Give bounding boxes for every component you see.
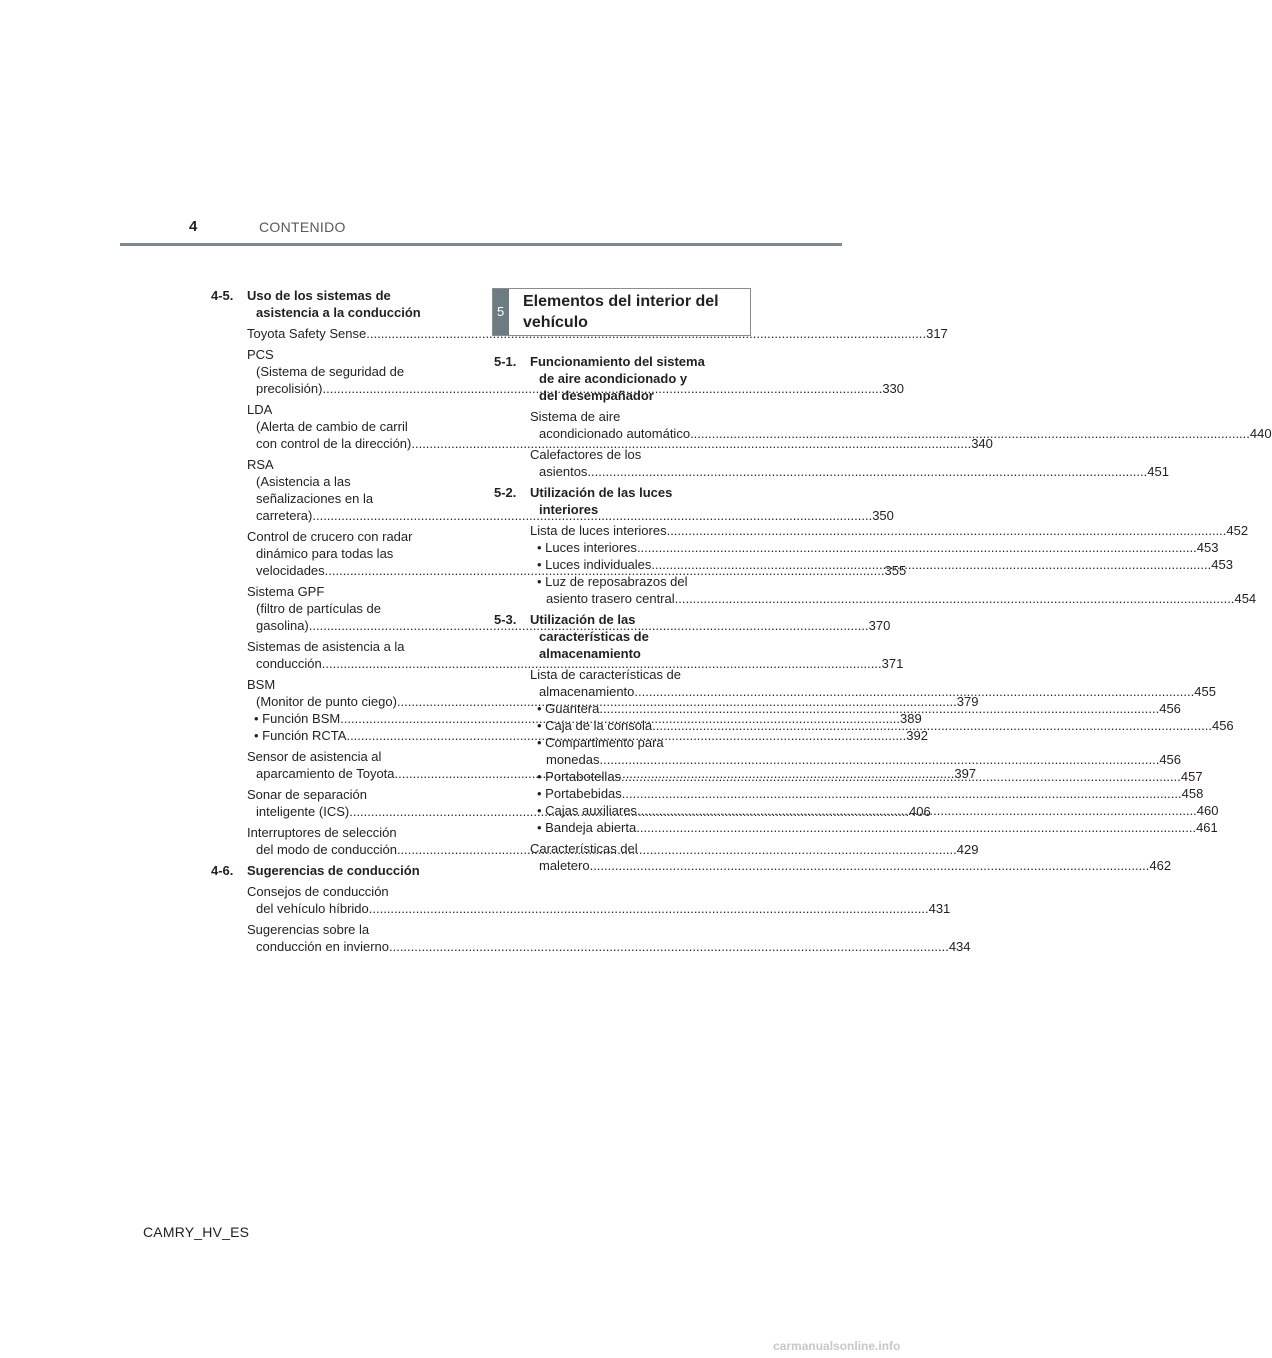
toc-page-number: 330 (882, 381, 905, 396)
toc-entry-line: Lista de luces interiores (530, 523, 667, 538)
toc-entry-leader-line (247, 435, 993, 452)
toc-page-number: 452 (1226, 523, 1249, 538)
toc-entry-line: • Luces interiores (537, 540, 637, 555)
toc-entry-line: inteligente (ICS) (256, 804, 350, 819)
toc-entry[interactable] (247, 325, 948, 342)
toc-entry-line: monedas (546, 752, 600, 767)
toc-sub-entry[interactable] (530, 539, 1219, 556)
toc-page-number: 453 (1211, 557, 1233, 572)
toc-page-number: 355 (884, 563, 907, 578)
toc-entry-line: • Bandeja abierta (537, 820, 637, 835)
toc-entry-line: Sonar de separación (247, 787, 367, 802)
toc-page-number: 350 (872, 508, 894, 523)
toc-page-number: 392 (906, 728, 928, 743)
dot-leader (621, 769, 1181, 784)
toc-entry-line: Control de crucero con radar (247, 529, 413, 544)
toc-section-heading (494, 611, 742, 662)
toc-entry-line: • Portabebidas (537, 786, 622, 801)
toc-entry-line: Toyota Safety Sense (247, 326, 367, 341)
toc-entry-leader-line (530, 522, 1249, 539)
toc-page-number: 457 (1180, 769, 1203, 784)
toc-section-heading (211, 287, 459, 321)
toc-entry-line: LDA (247, 402, 273, 417)
toc-entry[interactable] (247, 883, 951, 917)
toc-section-number: 5-2. (494, 485, 517, 500)
toc-page-number: 456 (1159, 701, 1181, 716)
toc-entry-line: Sugerencias sobre la (247, 922, 370, 937)
toc-entry-line: Calefactores de los (530, 447, 642, 462)
toc-sub-entry[interactable] (530, 573, 1257, 607)
dot-leader (652, 718, 1212, 733)
toc-page-number: 389 (900, 711, 922, 726)
toc-entry-line: Características del (530, 841, 638, 856)
toc-entry-line: maletero (539, 858, 590, 873)
dot-leader (389, 939, 949, 954)
toc-entry-line: • Guantera (537, 701, 600, 716)
toc-entry-line: Sensor de asistencia al (247, 749, 382, 764)
toc-entry-line: asientos (539, 464, 588, 479)
toc-entry-line: almacenamiento (539, 684, 635, 699)
toc-entry-line: señalizaciones en la (256, 491, 374, 506)
toc-entry-line: • Función RCTA (254, 728, 347, 743)
toc-page-number: 429 (956, 842, 979, 857)
toc-entry-line: acondicionado automático (539, 426, 691, 441)
toc-page-number: 453 (1196, 540, 1219, 555)
toc-section-number: 4-6. (211, 863, 234, 878)
document-code: CAMRY_HV_ES (143, 1224, 250, 1240)
toc-entry[interactable] (530, 446, 1169, 480)
toc-entry-line: Sistema GPF (247, 584, 325, 599)
toc-entry-line: (Alerta de cambio de carril (256, 419, 408, 434)
toc-section-title-line: Sugerencias de conducción (247, 863, 420, 878)
toc-entry-line: conducción en invierno (256, 939, 389, 954)
toc-page-number: 406 (909, 804, 931, 819)
toc-entry-line: gasolina) (256, 618, 309, 633)
toc-section-title-line: Uso de los sistemas de (247, 288, 391, 303)
toc-entry-line: BSM (247, 677, 276, 692)
toc-entry-line: PCS (247, 347, 274, 362)
toc-entry-leader-line (537, 785, 1204, 802)
toc-page-number: 456 (1211, 718, 1234, 733)
toc-section-title-line: asistencia a la conducción (256, 305, 421, 320)
toc-entry-line: Sistema de aire (530, 409, 621, 424)
toc-page-number: 317 (926, 326, 948, 341)
toc-entry-leader-line (247, 325, 948, 342)
toc-entry-line: • Cajas auxiliares (537, 803, 637, 818)
toc-entry-line: del vehículo híbrido (256, 901, 369, 916)
toc-entry-line: • Luces individuales (537, 557, 652, 572)
toc-entry-leader-line (537, 819, 1218, 836)
toc-section-title-line: interiores (539, 502, 599, 517)
dot-leader (622, 786, 1182, 801)
dot-leader (587, 464, 1147, 479)
toc-entry-line: Lista de características de (530, 667, 682, 682)
dot-leader (637, 540, 1197, 555)
toc-page-number: 434 (948, 939, 971, 954)
toc-page-number: 455 (1194, 684, 1216, 699)
page-number: 4 (189, 218, 198, 235)
toc-entry-line: Consejos de conducción (247, 884, 389, 899)
toc-entry-line: precolisión) (256, 381, 323, 396)
toc-entry-line: con control de la dirección) (256, 436, 412, 451)
toc-entry-line: Sistemas de asistencia a la (247, 639, 405, 654)
chapter-tab (492, 288, 751, 336)
toc-section-heading (494, 484, 742, 518)
toc-entry[interactable] (247, 921, 971, 955)
toc-entry-line: • Función BSM (254, 711, 341, 726)
dot-leader (667, 523, 1227, 538)
toc-entry-line: del modo de conducción (256, 842, 397, 857)
header-rule (120, 243, 842, 246)
toc-section-title-line: características de (539, 629, 649, 644)
dot-leader (590, 858, 1150, 873)
toc-entry-leader-line (530, 857, 1172, 874)
toc-entry-line: Interruptores de selección (247, 825, 397, 840)
toc-page-number: 461 (1196, 820, 1218, 835)
toc-entry-leader-line (537, 539, 1219, 556)
chapter-title-line: Elementos del interior del (523, 293, 719, 310)
toc-entry-line: conducción (256, 656, 322, 671)
toc-entry-leader-line (537, 590, 1257, 607)
toc-page-number: 379 (956, 694, 979, 709)
toc-section-title (247, 287, 459, 321)
toc-section-title-line: Funcionamiento del sistema (530, 354, 705, 369)
dot-leader (651, 557, 1211, 572)
toc-sub-entry[interactable] (530, 819, 1218, 836)
toc-entry-line: • Luz de reposabrazos del (537, 574, 688, 589)
toc-section-heading (211, 862, 459, 879)
dot-leader (599, 752, 1159, 767)
toc-section-title-line: Utilización de las luces (530, 485, 673, 500)
toc-entry-line: (filtro de partículas de (256, 601, 382, 616)
toc-section-number: 4-5. (211, 288, 234, 303)
toc-section-title-line: Utilización de las (530, 612, 636, 627)
chapter-number: 5 (497, 304, 505, 319)
toc-entry-line: dinámico para todas las (256, 546, 394, 561)
toc-entry-line: (Monitor de punto ciego) (256, 694, 397, 709)
toc-section-title (530, 484, 742, 518)
toc-entry[interactable] (530, 408, 1272, 442)
toc-section-title (247, 862, 459, 879)
toc-entry-line: • Caja de la consola (537, 718, 653, 733)
dot-leader (634, 684, 1194, 699)
toc-section-title-line: de aire acondicionado y (539, 371, 688, 386)
toc-entry-line: carretera) (256, 508, 313, 523)
toc-entry-leader-line (247, 900, 951, 917)
watermark: carmanualsonline.info (773, 1339, 901, 1353)
toc-page-number: 454 (1234, 591, 1257, 606)
dot-leader (599, 701, 1159, 716)
toc-page-number: 397 (954, 766, 977, 781)
toc-entry-leader-line (530, 463, 1169, 480)
chapter-title (523, 291, 719, 333)
toc-page-number: 440 (1249, 426, 1272, 441)
chapter-tab-strip (493, 289, 509, 335)
toc-section-title-line: del desempañador (539, 388, 654, 403)
page-header-title: CONTENIDO (259, 219, 346, 235)
toc-page-number: 451 (1147, 464, 1169, 479)
dot-leader (636, 820, 1196, 835)
toc-entry-line: • Portabotellas (537, 769, 622, 784)
dot-leader (690, 426, 1250, 441)
toc-page-number: 462 (1149, 858, 1172, 873)
toc-entry-line: (Sistema de seguridad de (256, 364, 405, 379)
toc-page-number: 370 (868, 618, 891, 633)
toc-entry-leader-line (537, 751, 1182, 768)
toc-entry-line: (Asistencia a las (256, 474, 351, 489)
toc-page-number: 456 (1159, 752, 1182, 767)
toc-page-number: 340 (971, 436, 993, 451)
toc-section-number: 5-3. (494, 612, 517, 627)
toc-entry-leader-line (247, 655, 904, 672)
toc-section-number: 5-1. (494, 354, 517, 369)
toc-page-number: 371 (881, 656, 904, 671)
dot-leader (369, 901, 929, 916)
toc-entry-line: velocidades (256, 563, 325, 578)
toc-page-number: 431 (928, 901, 951, 916)
toc-section-title-line: almacenamiento (539, 646, 641, 661)
toc-entry-line: asiento trasero central (546, 591, 675, 606)
toc-entry-line: • Compartimento para (537, 735, 664, 750)
toc-entry-line: RSA (247, 457, 274, 472)
dot-leader (637, 803, 1197, 818)
toc-entry-leader-line (247, 938, 971, 955)
toc-section-heading (494, 353, 742, 404)
toc-section-title (530, 353, 742, 404)
toc-entry-leader-line (530, 683, 1216, 700)
toc-page-number: 458 (1181, 786, 1204, 801)
toc-sub-entry[interactable] (530, 785, 1204, 802)
toc-page-number: 460 (1196, 803, 1219, 818)
dot-leader (675, 591, 1235, 606)
chapter-title-line: vehículo (523, 314, 588, 331)
toc-section-entries (211, 883, 971, 955)
toc-entry-line: aparcamiento de Toyota (256, 766, 395, 781)
toc-entry-leader-line (530, 425, 1272, 442)
toc-section-title (530, 611, 742, 662)
